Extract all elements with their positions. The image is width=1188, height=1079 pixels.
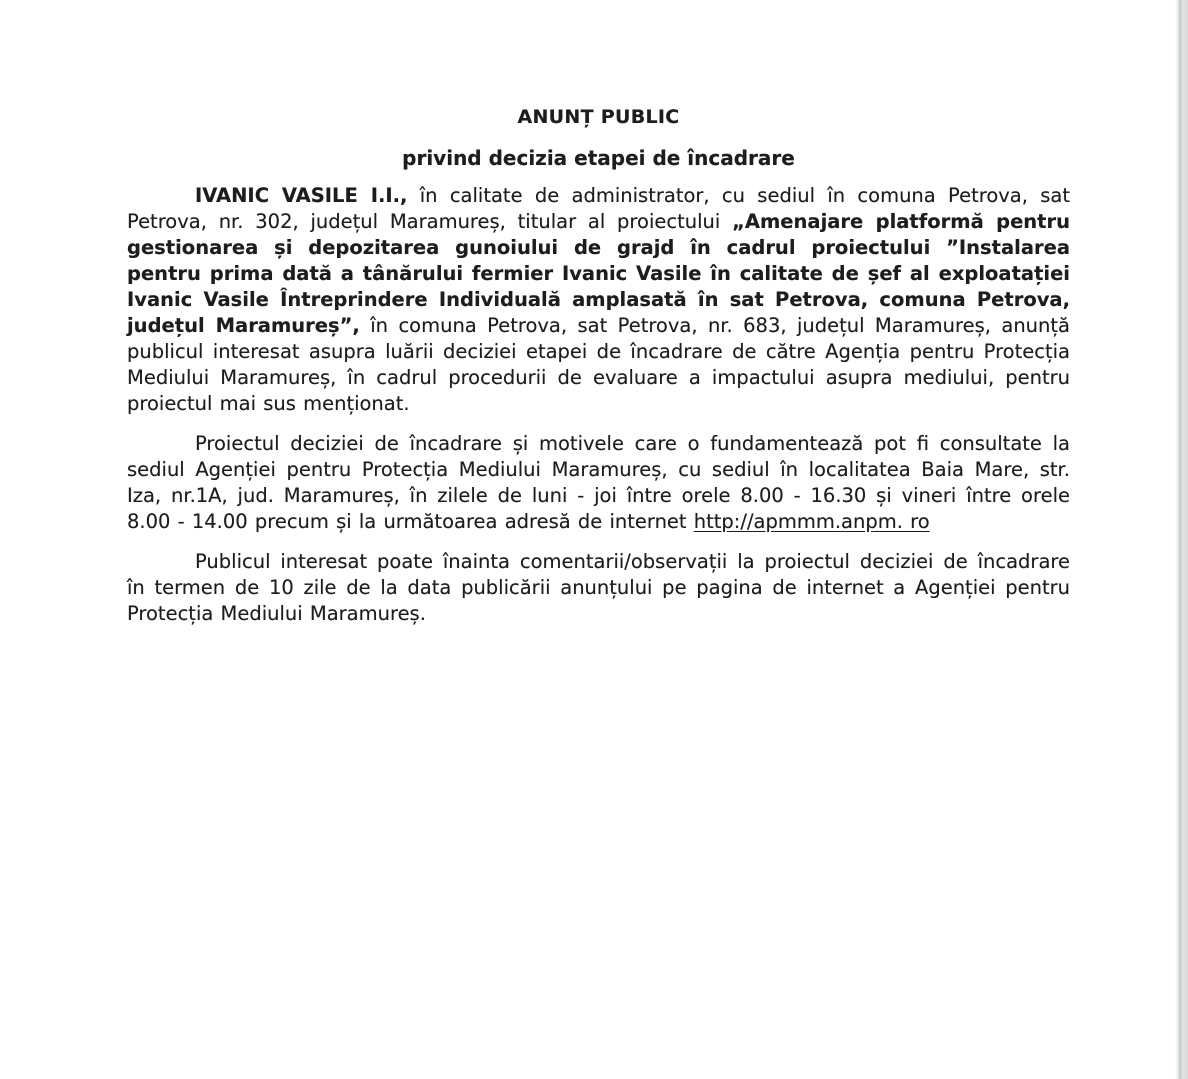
internet-address-link[interactable]: http://apmmm.anpm. ro [693,510,930,533]
paragraph-1-text-a: în calitate de administrator, cu sediul în comuna Petrova, sat Petrova, nr. 302, județul Maramureș, titular al proiectului [127,184,1071,233]
paragraph-3-text: Publicul interesat poate înainta comentarii/observații la proiectul deciziei de încadrare în termen de 10 zile de la data publicării anunțului pe pagina de internet a Agenției pentru Protecția Mediului Maramureș. [127,550,1070,625]
page-subtitle: privind decizia etapei de încadrare [402,146,795,170]
paragraph-public-comments [127,549,1070,627]
page-edge-shadow [1175,0,1188,1079]
project-title: „Amenajare platformă pentru gestionarea și depozitarea gunoiului de grajd în cadrul proiectului ”Instalarea pentru prima dată a tânărului fermier Ivanic Vasile în calitate de șef al exploatației Ivanic Vasile Întreprindere Individuală amplasată în sat Petrova, comuna Petrova, județul Maramureș”, [127,210,1070,337]
paragraph-1-text-b: în comuna Petrova, sat Petrova, nr. 683, județul Maramureș, anunță publicul interesat asupra luării deciziei etapei de încadrare de către Agenția pentru Protecția Mediului Maramureș, în cadrul procedurii de evaluare a impactului asupra mediului, pentru proiectul mai sus menționat. [127,314,1070,415]
paragraph-project-holder [127,183,1070,417]
document-content [127,0,1070,627]
page-title: ANUNȚ PUBLIC [517,106,680,128]
paragraph-consultation-info [127,431,1070,535]
company-name: IVANIC VASILE I.I., [195,184,408,207]
paragraph-2-text: Proiectul deciziei de încadrare și motivele care o fundamentează pot fi consultate la sediul Agenției pentru Protecția Mediului Maramureș, cu sediul în localitatea Baia Mare, str. Iza, nr.1A, jud. Maramureș, în zilele de luni - joi între orele 8.00 - 16.30 și vineri între orele 8.00 - 14.00 precum și la următoarea adresă de internet [127,432,1070,533]
